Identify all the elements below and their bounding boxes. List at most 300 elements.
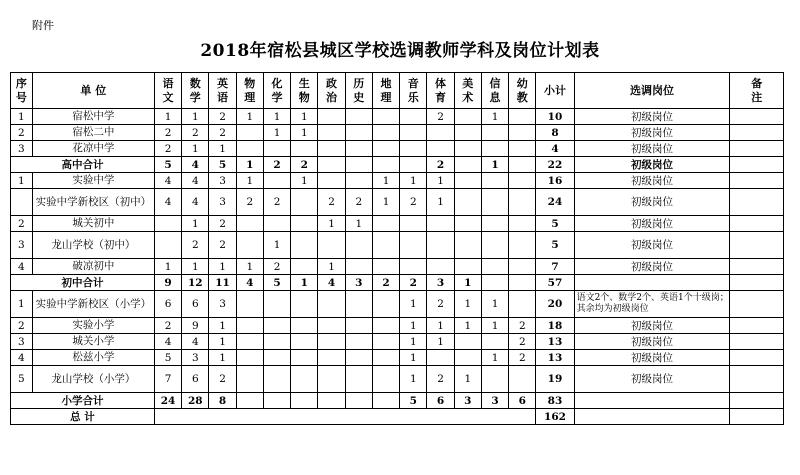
subject-count: 1: [400, 173, 427, 189]
post-level: 初级岗位: [574, 189, 730, 216]
unit-name: 城关小学: [32, 334, 154, 350]
row-number: [11, 189, 33, 216]
subject-count: [291, 291, 318, 318]
header-cell: 政治: [318, 73, 345, 109]
unit-name: 破凉初中: [32, 259, 154, 275]
header-cell: 英语: [209, 73, 236, 109]
row-total: 10: [536, 109, 574, 125]
subject-count: [318, 125, 345, 141]
subject-count: 1: [154, 259, 181, 275]
subject-count: 2: [318, 189, 345, 216]
subject-count: [481, 141, 508, 157]
subject-count: [345, 157, 372, 173]
subject-count: [400, 259, 427, 275]
subject-count: [318, 334, 345, 350]
subject-count: 6: [427, 393, 454, 409]
header-cell: 生物: [291, 73, 318, 109]
header-cell: 语文: [154, 73, 181, 109]
subject-count: [345, 173, 372, 189]
subject-count: [481, 275, 508, 291]
header-cell: 历史: [345, 73, 372, 109]
remark: [730, 334, 784, 350]
subject-count: 3: [427, 275, 454, 291]
header-cell: 小计: [536, 73, 574, 109]
table-row: [11, 232, 784, 259]
subject-count: 1: [454, 366, 481, 393]
subject-count: 1: [481, 350, 508, 366]
row-number: 2: [11, 125, 33, 141]
subject-count: [372, 125, 399, 141]
row-number: 3: [11, 232, 33, 259]
subject-count: 2: [154, 125, 181, 141]
subtotal-label: 高中合计: [11, 157, 155, 173]
post-level: 初级岗位: [574, 173, 730, 189]
total-row: [11, 409, 784, 425]
subject-count: [263, 216, 290, 232]
header-cell: 地理: [372, 73, 399, 109]
subject-count: 5: [209, 157, 236, 173]
subtotal-label: 小学合计: [11, 393, 155, 409]
subject-count: [236, 366, 263, 393]
subject-count: [454, 216, 481, 232]
header-cell: 备注: [730, 73, 784, 109]
subject-count: 4: [182, 173, 209, 189]
subject-count: 2: [209, 366, 236, 393]
subject-count: 1: [236, 109, 263, 125]
row-total: 19: [536, 366, 574, 393]
post-level: [574, 393, 730, 409]
page-title: 2018年宿松县城区学校选调教师学科及岗位计划表: [200, 41, 600, 61]
subject-count: 2: [209, 216, 236, 232]
subject-count: [481, 334, 508, 350]
table-row: [11, 216, 784, 232]
subject-count: [481, 232, 508, 259]
unit-name: 花凉中学: [32, 141, 154, 157]
subject-count: [345, 291, 372, 318]
table-row: [11, 125, 784, 141]
subject-count: 6: [509, 393, 536, 409]
subject-count: [509, 173, 536, 189]
subject-count: 1: [236, 259, 263, 275]
remark: [730, 409, 784, 425]
table-row: [11, 334, 784, 350]
subject-count: 5: [154, 157, 181, 173]
subject-count: [509, 232, 536, 259]
subject-count: [454, 173, 481, 189]
subject-count: 2: [263, 157, 290, 173]
subject-count: 6: [182, 291, 209, 318]
subject-count: 1: [182, 141, 209, 157]
subject-count: 2: [372, 275, 399, 291]
subject-count: 1: [209, 141, 236, 157]
subject-count: [154, 232, 181, 259]
subject-count: [454, 334, 481, 350]
subject-count: [345, 259, 372, 275]
unit-name: 宿松二中: [32, 125, 154, 141]
subject-count: [372, 157, 399, 173]
subject-count: [318, 232, 345, 259]
subject-count: [318, 141, 345, 157]
subject-count: [481, 259, 508, 275]
row-number: 1: [11, 109, 33, 125]
post-level: 初级岗位: [574, 216, 730, 232]
subject-count: 5: [400, 393, 427, 409]
remark: [730, 232, 784, 259]
subject-count: [236, 318, 263, 334]
subject-count: [400, 141, 427, 157]
subject-count: 1: [291, 173, 318, 189]
row-number: 3: [11, 334, 33, 350]
unit-name: 实验小学: [32, 318, 154, 334]
subject-count: [318, 350, 345, 366]
row-total: 83: [536, 393, 574, 409]
subject-count: 2: [400, 189, 427, 216]
post-level: 初级岗位: [574, 157, 730, 173]
subject-count: [427, 350, 454, 366]
subject-count: [345, 318, 372, 334]
subject-count: 2: [509, 334, 536, 350]
unit-name: 松兹小学: [32, 350, 154, 366]
subject-count: 4: [154, 334, 181, 350]
row-total: 20: [536, 291, 574, 318]
table-row: [11, 366, 784, 393]
remark: [730, 350, 784, 366]
subject-count: 2: [427, 291, 454, 318]
subject-count: [481, 216, 508, 232]
subject-count: [372, 259, 399, 275]
row-total: 7: [536, 259, 574, 275]
table-row: [11, 173, 784, 189]
subject-count: [263, 291, 290, 318]
subtotal-label: 初中合计: [11, 275, 155, 291]
subject-count: [345, 366, 372, 393]
subject-count: [318, 393, 345, 409]
subject-count: 1: [318, 259, 345, 275]
subject-count: 24: [154, 393, 181, 409]
remark: [730, 275, 784, 291]
subject-count: 1: [209, 334, 236, 350]
subject-count: 1: [182, 109, 209, 125]
subject-count: 1: [209, 259, 236, 275]
header-cell: 选调岗位: [574, 73, 730, 109]
subject-count: [509, 141, 536, 157]
subject-count: 2: [209, 109, 236, 125]
subject-count: 1: [427, 189, 454, 216]
header-row: [11, 73, 784, 109]
subject-count: 1: [454, 291, 481, 318]
unit-name: 宿松中学: [32, 109, 154, 125]
subject-count: 1: [400, 350, 427, 366]
subject-count: [372, 366, 399, 393]
subject-count: 3: [454, 393, 481, 409]
subject-count: 2: [154, 318, 181, 334]
subject-count: 12: [182, 275, 209, 291]
subject-count: [291, 334, 318, 350]
subject-count: [427, 216, 454, 232]
subject-count: [263, 350, 290, 366]
subject-count: [318, 109, 345, 125]
subject-count: [454, 141, 481, 157]
subject-count: [236, 232, 263, 259]
subject-count: 3: [209, 189, 236, 216]
subject-count: [481, 125, 508, 141]
header-cell: 化学: [263, 73, 290, 109]
remark: [730, 125, 784, 141]
header-cell: 音乐: [400, 73, 427, 109]
subject-count: [509, 291, 536, 318]
table-row: [11, 189, 784, 216]
subject-count: [236, 141, 263, 157]
subject-count: 6: [182, 366, 209, 393]
subject-count: [318, 291, 345, 318]
subject-count: [400, 125, 427, 141]
row-number: 2: [11, 318, 33, 334]
post-level: 初级岗位: [574, 125, 730, 141]
subject-count: 1: [427, 173, 454, 189]
attachment-label: 附件: [32, 19, 54, 32]
subject-count: [236, 216, 263, 232]
post-level: 初级岗位: [574, 232, 730, 259]
remark: [730, 291, 784, 318]
subject-count: 2: [509, 350, 536, 366]
subject-count: [454, 125, 481, 141]
subject-count: 4: [182, 334, 209, 350]
subject-count: 1: [400, 291, 427, 318]
header-cell: 单 位: [32, 73, 154, 109]
subject-count: 1: [318, 216, 345, 232]
subject-count: 1: [291, 275, 318, 291]
subject-count: 2: [154, 141, 181, 157]
remark: [730, 259, 784, 275]
row-total: 18: [536, 318, 574, 334]
subject-count: 1: [263, 232, 290, 259]
subject-count: [372, 216, 399, 232]
subject-count: 2: [427, 157, 454, 173]
subject-count: 2: [263, 189, 290, 216]
subject-count: [372, 350, 399, 366]
table-row: [11, 350, 784, 366]
subject-count: [372, 334, 399, 350]
subject-count: [509, 109, 536, 125]
subject-count: 2: [236, 189, 263, 216]
row-total: 16: [536, 173, 574, 189]
subject-count: [400, 109, 427, 125]
post-level: 初级岗位: [574, 109, 730, 125]
subject-count: [263, 393, 290, 409]
post-level: 初级岗位: [574, 141, 730, 157]
subject-count: 4: [154, 189, 181, 216]
subject-count: 1: [481, 291, 508, 318]
subject-count: [400, 157, 427, 173]
subject-count: [318, 318, 345, 334]
subject-count: [236, 350, 263, 366]
subject-count: 3: [182, 350, 209, 366]
row-number: 2: [11, 216, 33, 232]
subject-count: [454, 109, 481, 125]
subject-count: [345, 350, 372, 366]
remark: [730, 366, 784, 393]
unit-name: 实验中学新校区（初中）: [32, 189, 154, 216]
table-row: [11, 291, 784, 318]
empty-cell: [154, 409, 536, 425]
subject-count: [454, 259, 481, 275]
remark: [730, 109, 784, 125]
subject-count: 1: [209, 350, 236, 366]
subject-count: 2: [263, 259, 290, 275]
row-total: 8: [536, 125, 574, 141]
subject-count: 1: [454, 275, 481, 291]
subject-count: [291, 318, 318, 334]
subject-count: 3: [209, 173, 236, 189]
table-row: [11, 141, 784, 157]
subject-count: 3: [345, 275, 372, 291]
post-level: [574, 409, 730, 425]
subject-count: 1: [400, 334, 427, 350]
subject-count: [509, 366, 536, 393]
subject-count: [509, 157, 536, 173]
subject-count: 2: [182, 232, 209, 259]
subject-count: 2: [209, 125, 236, 141]
subject-count: [427, 125, 454, 141]
subject-count: 9: [182, 318, 209, 334]
subject-count: [400, 232, 427, 259]
header-cell: 数学: [182, 73, 209, 109]
post-level: [574, 275, 730, 291]
subject-count: 1: [372, 189, 399, 216]
row-total: 13: [536, 334, 574, 350]
total-row: [11, 157, 784, 173]
subject-count: 4: [182, 189, 209, 216]
subject-count: [263, 334, 290, 350]
header-cell: 体育: [427, 73, 454, 109]
subject-count: [236, 393, 263, 409]
subject-count: 2: [209, 232, 236, 259]
subject-count: 1: [481, 157, 508, 173]
subject-count: 7: [154, 366, 181, 393]
subject-count: [291, 232, 318, 259]
unit-name: 城关初中: [32, 216, 154, 232]
subject-count: 8: [209, 393, 236, 409]
row-total: 5: [536, 232, 574, 259]
row-total: 162: [536, 409, 574, 425]
subject-count: [509, 189, 536, 216]
subject-count: [400, 216, 427, 232]
subject-count: [318, 173, 345, 189]
subject-count: [372, 291, 399, 318]
subject-count: [372, 109, 399, 125]
subject-count: [345, 393, 372, 409]
plan-table: [10, 72, 784, 425]
subject-count: 4: [154, 173, 181, 189]
subject-count: 5: [263, 275, 290, 291]
subject-count: [345, 232, 372, 259]
subject-count: 1: [427, 318, 454, 334]
subject-count: 1: [400, 318, 427, 334]
subject-count: [291, 393, 318, 409]
subject-count: [481, 189, 508, 216]
row-total: 4: [536, 141, 574, 157]
subject-count: 11: [209, 275, 236, 291]
subject-count: [291, 189, 318, 216]
subject-count: 1: [481, 318, 508, 334]
subject-count: [345, 334, 372, 350]
row-number: 5: [11, 366, 33, 393]
subject-count: [263, 366, 290, 393]
unit-name: 龙山学校（初中）: [32, 232, 154, 259]
remark: [730, 157, 784, 173]
subject-count: [372, 318, 399, 334]
subject-count: 3: [209, 291, 236, 318]
subject-count: [372, 141, 399, 157]
subject-count: 3: [481, 393, 508, 409]
grand-total-label: 总 计: [11, 409, 155, 425]
subject-count: 2: [427, 366, 454, 393]
unit-name: 实验中学: [32, 173, 154, 189]
subject-count: 2: [400, 275, 427, 291]
subject-count: 2: [427, 109, 454, 125]
row-total: 22: [536, 157, 574, 173]
subject-count: [509, 275, 536, 291]
subject-count: [291, 216, 318, 232]
table-row: [11, 318, 784, 334]
subject-count: 1: [291, 109, 318, 125]
subject-count: 2: [182, 125, 209, 141]
subject-count: 1: [154, 109, 181, 125]
subject-count: [236, 334, 263, 350]
subject-count: [236, 125, 263, 141]
row-total: 13: [536, 350, 574, 366]
subject-count: 4: [236, 275, 263, 291]
row-total: 5: [536, 216, 574, 232]
subject-count: [372, 232, 399, 259]
subject-count: [318, 366, 345, 393]
total-row: [11, 275, 784, 291]
subject-count: [263, 318, 290, 334]
subject-count: [509, 259, 536, 275]
subject-count: 1: [182, 259, 209, 275]
subject-count: [345, 141, 372, 157]
subject-count: [291, 141, 318, 157]
subject-count: [291, 350, 318, 366]
subject-count: [427, 259, 454, 275]
remark: [730, 141, 784, 157]
unit-name: 实验中学新校区（小学）: [32, 291, 154, 318]
row-number: 3: [11, 141, 33, 157]
subject-count: 4: [318, 275, 345, 291]
subject-count: [345, 125, 372, 141]
subject-count: [481, 366, 508, 393]
subject-count: 2: [291, 157, 318, 173]
total-row: [11, 393, 784, 409]
subject-count: 1: [236, 157, 263, 173]
subject-count: 1: [263, 109, 290, 125]
subject-count: 1: [345, 216, 372, 232]
subject-count: 1: [291, 125, 318, 141]
unit-name: 龙山学校（小学）: [32, 366, 154, 393]
subject-count: [454, 350, 481, 366]
subject-count: [454, 232, 481, 259]
row-total: 24: [536, 189, 574, 216]
subject-count: 2: [345, 189, 372, 216]
subject-count: [372, 393, 399, 409]
subject-count: [236, 291, 263, 318]
subject-count: [427, 232, 454, 259]
header-cell: 序号: [11, 73, 33, 109]
remark: [730, 393, 784, 409]
subject-count: [454, 189, 481, 216]
subject-count: [509, 125, 536, 141]
subject-count: 4: [182, 157, 209, 173]
